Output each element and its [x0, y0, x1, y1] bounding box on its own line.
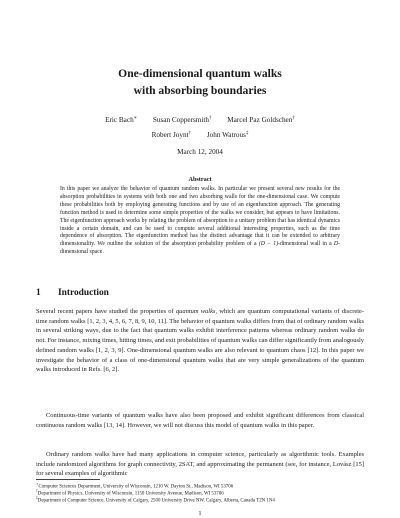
- author: Susan Coppersmith†: [152, 116, 212, 125]
- body-paragraph-3: Ordinary random walks have had many applications in computer science, particularly as algorithmic tools. Examples include randomized algorithms for graph connectivity, 2SAT, and approximating the permanent (see, for instance, Lovász [15] for several examples of algorithmic: [36, 451, 364, 478]
- footnote-2: †Department of Physics, University of Wisconsin, 1150 University Avenue, Madison, WI 53706: [36, 489, 224, 497]
- section-number: 1: [36, 288, 41, 298]
- author-row-1: [0, 114, 400, 125]
- author: Robert Joynt†: [151, 131, 192, 140]
- author: John Watrous‡: [206, 131, 249, 140]
- author: Marcel Paz Goldschen†: [227, 116, 295, 125]
- footnote-1: ∗Computer Sciences Department, University of Wisconsin, 1210 W. Dayton St., Madison, WI 53706: [36, 482, 234, 490]
- abstract-text: In this paper we analyze the behavior of quantum random walks. In particular we present several new results for the absorption probabilities in systems with both one and two absorbing walls for the one-dimensional case. We compute these probabilities both by employing generating functions and by use of an eigenfunction approach. The generating function method is used to determine some simple properties of the walks we consider, but appears to have limitations. The eigenfunction approach works by relating the problem of absorption to a unitary problem that has identical dynamics inside a certain domain, and can be used to compute several additional interesting properties, such as the time dependence of absorption. The eigenfunction method has the distinct advantage that it can be extended to arbitrary dimensionality. We outline the solution of the absorption probability problem of a (D − 1)-dimensional wall in a D-dimensional space.: [60, 186, 340, 256]
- abstract-heading: Abstract: [188, 176, 212, 183]
- footnote-rule: [36, 479, 100, 480]
- section-title: Introduction: [58, 288, 109, 298]
- paper-date: March 12, 2004: [177, 148, 223, 156]
- body-paragraph-2: Continuous-time variants of quantum walks have also been proposed and exhibit significant differences from classical continuous random walks [13, 14]. However, we will not discuss this model of quantum walks in this paper.: [36, 412, 364, 429]
- paper-title-line-1: One-dimensional quantum walks: [118, 67, 282, 80]
- paper-title-line-2: with absorbing boundaries: [133, 84, 267, 97]
- footnote-3: ‡Department of Computer Science, University of Calgary, 2500 University Drive NW, Calgary, Alberta, Canada T2N 1N4: [36, 496, 275, 504]
- author-row-2: [0, 129, 400, 140]
- body-paragraph-1: Several recent papers have studied the properties of quantum walks, which are quantum computational variants of discrete-time random walks [1, 2, 3, 4, 5, 6, 7, 8, 9, 10, 11]. The behavior of quantum walks differs from that of ordinary random walks in several striking ways, due to the fact that quantum walks exhibit interference patterns whereas ordinary random walks do not. For instance, mixing times, hitting times, and exit probabilities of quantum walks can differ significantly from analogously defined random walks [1, 2, 3, 9]. One-dimensional quantum walks are also relevant to quantum chaos [12]. In this paper we investigate the behavior of a class of one-dimensional quantum walks that are very simple generalizations of the quantum walks introduced in Refs. [6, 2].: [36, 308, 364, 374]
- section-heading: [36, 287, 109, 299]
- page-number: 1: [198, 510, 202, 517]
- author: Eric Bach∗: [105, 116, 138, 125]
